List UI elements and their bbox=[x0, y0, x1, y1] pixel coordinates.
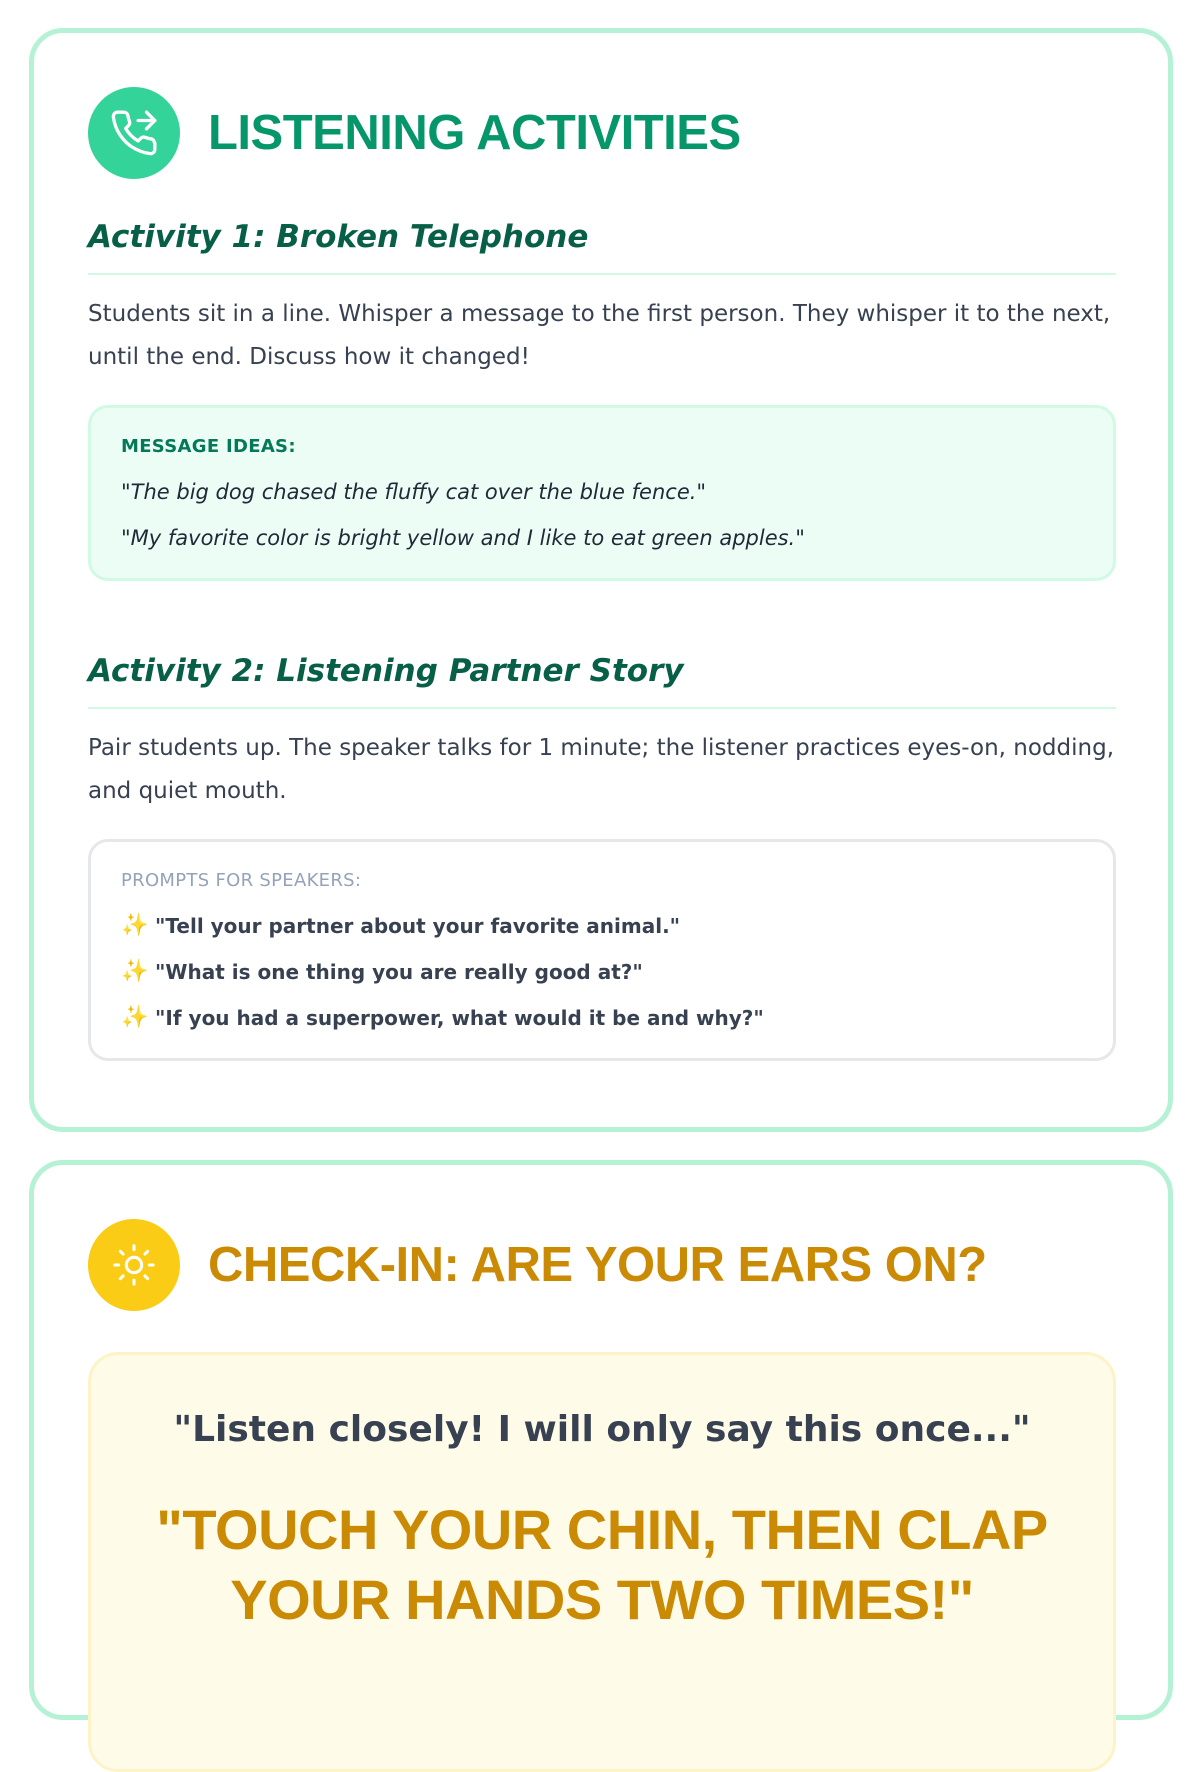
message-ideas-label: MESSAGE IDEAS: bbox=[121, 436, 296, 457]
speaker-prompt-text: "What is one thing you are really good at?" bbox=[155, 960, 643, 984]
phone-forward-icon bbox=[88, 87, 180, 179]
message-ideas-box bbox=[88, 405, 1116, 581]
checkin-quote-box bbox=[88, 1352, 1116, 1772]
sparkles-icon: ✨ bbox=[121, 959, 149, 984]
sun-icon bbox=[88, 1219, 180, 1311]
activity-1-title: Activity 1: Broken Telephone bbox=[88, 219, 1116, 275]
speaker-prompts-label: PROMPTS FOR SPEAKERS: bbox=[121, 870, 362, 891]
checkin-intro: "Listen closely! I will only say this once..." bbox=[173, 1409, 1031, 1450]
speaker-prompt bbox=[121, 995, 1083, 1041]
activity-1-description: Students sit in a line. Whisper a message to the first person. They whisper it to the next, until the end. Discuss how it changed! bbox=[88, 301, 1111, 370]
speaker-prompts-box bbox=[88, 839, 1116, 1061]
section-title: CHECK-IN: ARE YOUR EARS ON? bbox=[208, 1238, 987, 1292]
speaker-prompt-text: "Tell your partner about your favorite animal." bbox=[155, 914, 681, 938]
checkin-card bbox=[29, 1160, 1173, 1720]
speaker-prompt bbox=[121, 949, 1083, 995]
speaker-prompt bbox=[121, 903, 1083, 949]
listening-activities-card bbox=[29, 28, 1173, 1132]
listening-header bbox=[88, 87, 741, 179]
message-idea: "My favorite color is bright yellow and I like to eat green apples." bbox=[121, 526, 805, 550]
activity-2-title: Activity 2: Listening Partner Story bbox=[88, 653, 1116, 709]
checkin-command: "TOUCH YOUR CHIN, THEN CLAP YOUR HANDS TWO TIMES!" bbox=[156, 1498, 1048, 1631]
activity-2-description: Pair students up. The speaker talks for 1 minute; the listener practices eyes-on, nodding, and quiet mouth. bbox=[88, 735, 1115, 804]
message-idea: "The big dog chased the fluffy cat over the blue fence." bbox=[121, 480, 707, 504]
section-title: LISTENING ACTIVITIES bbox=[208, 106, 741, 160]
checkin-header bbox=[88, 1219, 987, 1311]
speaker-prompt-text: "If you had a superpower, what would it be and why?" bbox=[155, 1006, 764, 1030]
sparkles-icon: ✨ bbox=[121, 1005, 149, 1030]
sparkles-icon: ✨ bbox=[121, 913, 149, 938]
